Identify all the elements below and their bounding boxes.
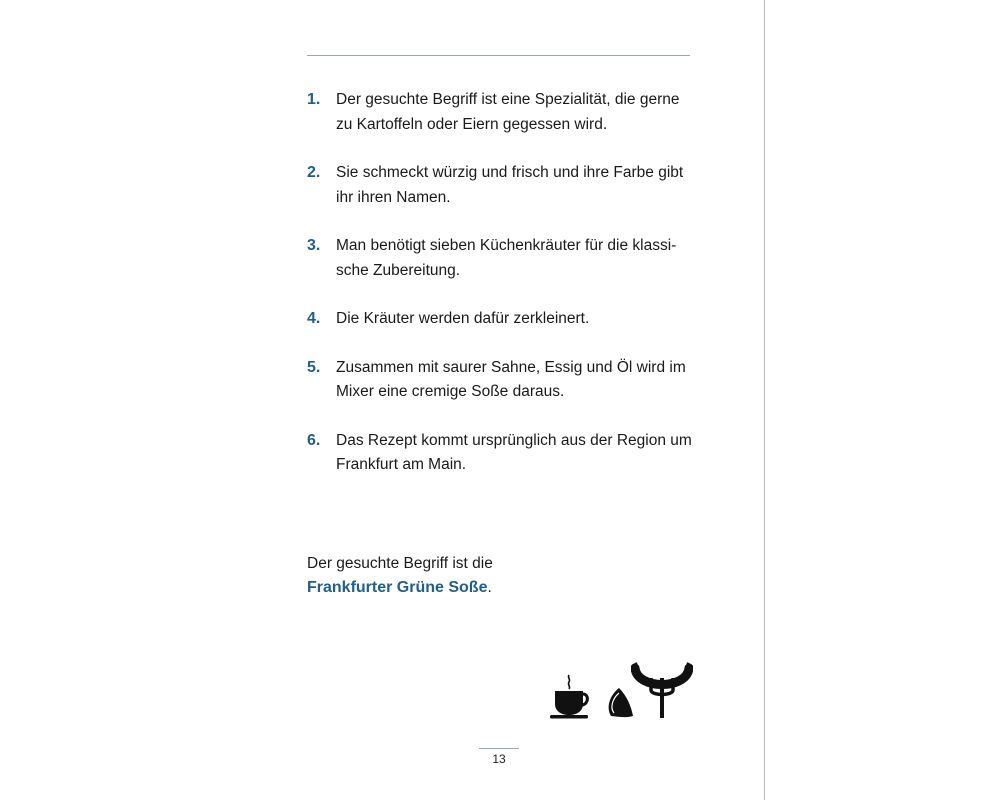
answer-suffix: .	[487, 579, 492, 596]
sausage-fork-icon	[631, 660, 693, 722]
clue-text: Zusammen mit saurer Sahne, Essig und Öl wird im Mixer eine cremige Soße daraus.	[336, 358, 686, 400]
clue-number: 6.	[307, 431, 321, 449]
clue-number: 2.	[307, 164, 321, 181]
page-edge-divider	[764, 0, 765, 800]
list-item	[307, 429, 697, 478]
answer-line	[307, 576, 697, 600]
clue-list	[307, 88, 697, 502]
footer-divider	[479, 748, 519, 749]
clue-text: Die Kräuter werden dafür zerkleinert.	[336, 310, 590, 327]
coffee-cup-icon	[547, 674, 593, 720]
clue-text: Der gesuchte Begriff ist eine Spezialität, die gerne zu Kartoffeln oder Eiern gegessen wird.	[336, 91, 680, 133]
clue-number: 5.	[307, 358, 321, 376]
page-number: 13	[492, 752, 506, 766]
clue-text: Das Rezept kommt ursprünglich aus der Region um Frankfurt am Main.	[336, 431, 692, 473]
clue-number: 4.	[307, 310, 321, 327]
list-item	[307, 356, 697, 405]
top-divider	[307, 55, 690, 56]
clue-text: Sie schmeckt würzig und frisch und ihre Farbe gibt ihr ihren Namen.	[336, 164, 684, 206]
answer-term: Frankfurter Grüne Soße	[307, 579, 488, 596]
list-item	[307, 161, 697, 210]
clue-text: Man benötigt sieben Küchenkräuter für die klassi-sche Zubereitung.	[336, 237, 677, 279]
clue-number: 3.	[307, 237, 321, 254]
list-item	[307, 307, 697, 332]
food-icons	[545, 660, 695, 722]
list-item	[307, 234, 697, 283]
answer-block	[307, 552, 697, 600]
clue-number: 1.	[307, 91, 321, 108]
answer-intro: Der gesuchte Begriff ist die	[307, 555, 493, 572]
list-item	[307, 88, 697, 137]
